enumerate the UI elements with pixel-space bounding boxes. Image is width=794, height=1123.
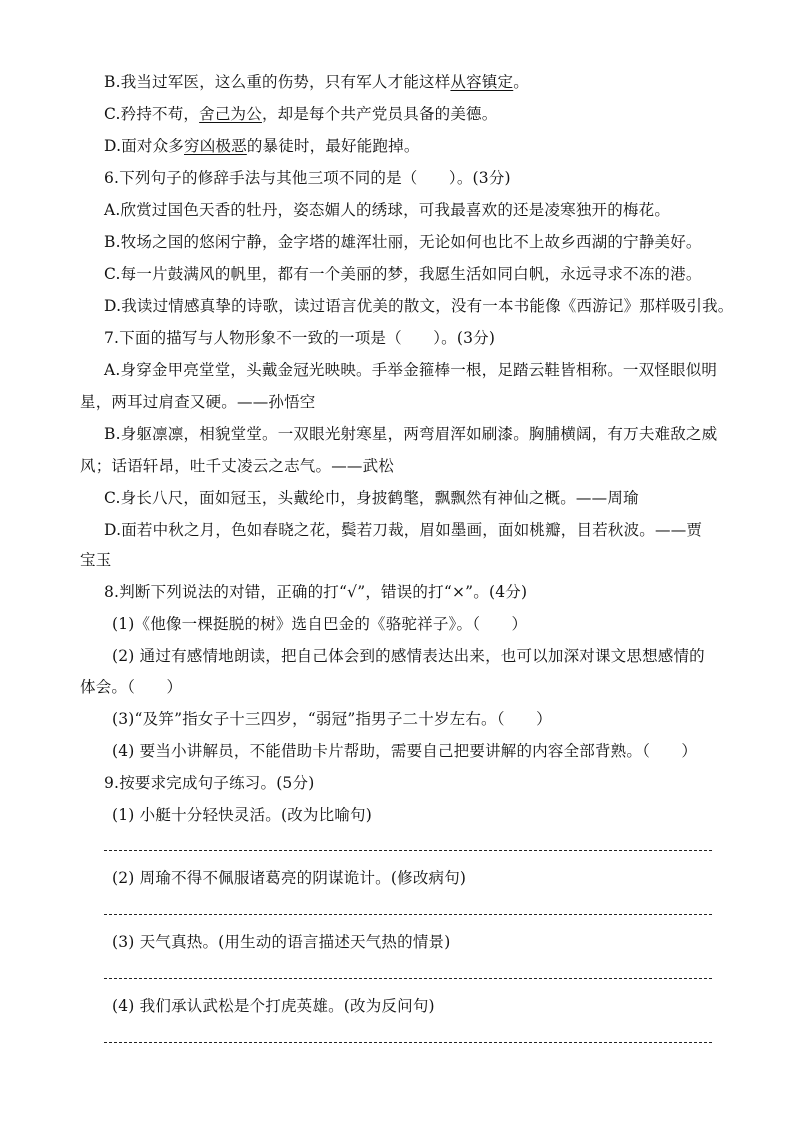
- q9-stem: 9.按要求完成句子练习。(5分): [104, 774, 315, 792]
- q6-option-d: D.我读过情感真挚的诗歌，读过语言优美的散文，没有一本书能像《西游记》那样吸引我。: [104, 297, 734, 315]
- q7-option-d-line2: 宝玉: [80, 551, 112, 569]
- q6-option-a: A.欣赏过国色天香的牡丹，姿态媚人的绣球，可我最喜欢的还是凌寒独开的梅花。: [104, 201, 671, 219]
- q7-option-c: C.身长八尺，面如冠玉，头戴纶巾，身披鹤氅，飘飘然有神仙之概。——周瑜: [104, 489, 639, 507]
- q9-item-2: (2) 周瑜不得不佩服诸葛亮的阴谋诡计。(修改病句): [112, 869, 467, 887]
- q7-option-a-line1: A.身穿金甲亮堂堂，头戴金冠光映映。手举金箍棒一根，足踏云鞋皆相称。一双怪眼似明: [104, 361, 718, 379]
- answer-line-1[interactable]: [104, 850, 712, 851]
- q9-item-1: (1) 小艇十分轻快灵活。(改为比喻句): [112, 806, 372, 824]
- underlined-phrase: 从容镇定: [450, 73, 514, 91]
- answer-line-2[interactable]: [104, 914, 712, 915]
- q8-item-3: (3)“及笄”指女子十三四岁，“弱冠”指男子二十岁左右。（ ）: [112, 710, 552, 728]
- q7-option-b-line1: B.身躯凛凛，相貌堂堂。一双眼光射寒星，两弯眉浑如刷漆。胸脯横阔，有万夫难敌之威: [104, 425, 718, 443]
- q8-item-2-line2: 体会。（ ）: [80, 678, 183, 696]
- q6-option-b: B.牧场之国的悠闲宁静，金字塔的雄浑壮丽，无论如何也比不上故乡西湖的宁静美好。: [104, 233, 702, 251]
- q7-stem: 7.下面的描写与人物形象不一致的一项是（ ）。(3分): [104, 329, 496, 347]
- q5-option-b: B.我当过军医，这么重的伤势，只有军人才能这样从容镇定。: [104, 73, 529, 91]
- underlined-phrase: 舍己为公: [199, 105, 262, 123]
- q7-option-b-line2: 风；话语轩昂，吐千丈凌云之志气。——武松: [80, 457, 395, 475]
- q9-item-4: (4) 我们承认武松是个打虎英雄。(改为反问句): [112, 997, 435, 1015]
- q7-option-a-line2: 星，两耳过肩查又硬。——孙悟空: [80, 393, 316, 411]
- q5-option-c: C.矜持不苟，舍己为公，却是每个共产党员具备的美德。: [104, 105, 498, 123]
- q6-option-c: C.每一片鼓满风的帆里，都有一个美丽的梦，我愿生活如同白帆，永远寻求不冻的港。: [104, 265, 702, 283]
- q6-stem: 6.下列句子的修辞手法与其他三项不同的是（ ）。(3分): [104, 169, 511, 187]
- underlined-phrase: 穷凶极恶: [184, 137, 247, 155]
- q8-stem: 8.判断下列说法的对错，正确的打“√”，错误的打“×”。(4分): [104, 583, 528, 601]
- q8-item-1: (1)《他像一棵挺脱的树》选自巴金的《骆驼祥子》。（ ）: [112, 615, 528, 633]
- answer-line-3[interactable]: [104, 978, 712, 979]
- q8-item-2-line1: (2) 通过有感情地朗读，把自己体会到的感情表达出来，也可以加深对课文思想感情的: [112, 647, 705, 665]
- q5-option-d: D.面对众多穷凶极恶的暴徒时，最好能跑掉。: [104, 137, 420, 155]
- q7-option-d-line1: D.面若中秋之月，色如春晓之花，鬓若刀裁，眉如墨画，面如桃瓣，目若秋波。——贾: [104, 521, 703, 539]
- q8-item-4: (4) 要当小讲解员，不能借助卡片帮助，需要自己把要讲解的内容全部背熟。（ ）: [112, 742, 698, 760]
- answer-line-4[interactable]: [104, 1042, 712, 1043]
- q9-item-3: (3) 天气真热。(用生动的语言描述天气热的情景): [112, 933, 451, 951]
